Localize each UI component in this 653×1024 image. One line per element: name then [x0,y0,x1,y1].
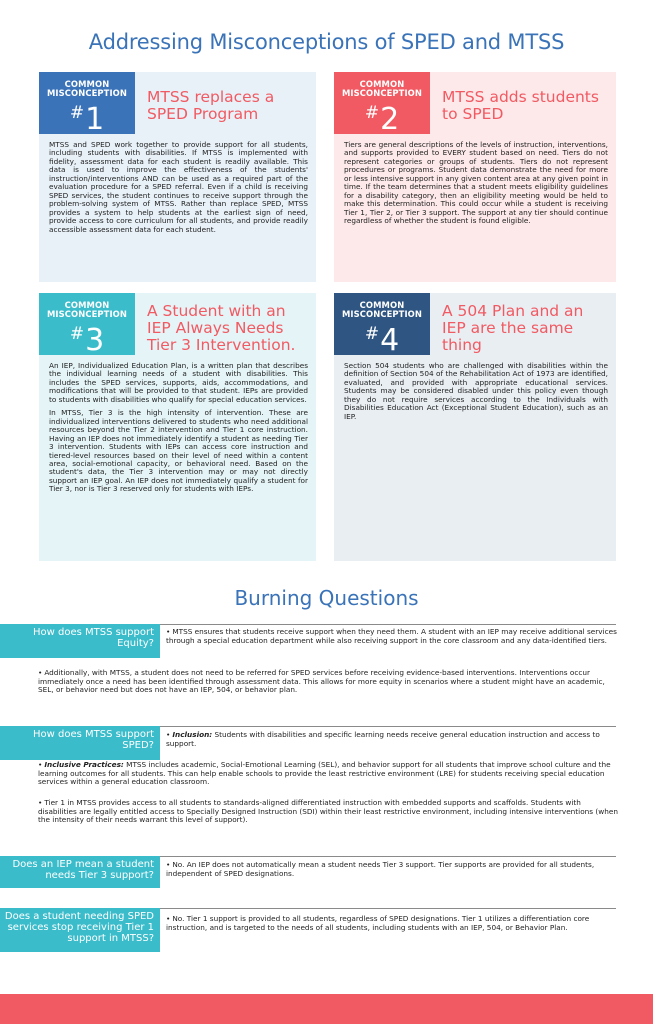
answer-text: • Inclusive Practices: MTSS includes academic, Social-Emotional Learning (SEL), and behavior support for all students that improve school culture and the learning outcomes for all students. This can help enable schools to provide the least restrictive environment (LRE) for students receiving special education services within a general education classroom. [38,760,611,787]
answer-text: • No. An IEP does not automatically mean a student needs Tier 3 support. Tier supports are provided for all students, independent of SPED designations. [166,860,595,878]
misconception-card-1 [39,72,316,282]
misconception-badge [39,293,135,358]
footer-bar [0,994,653,1024]
card-title: MTSS replaces a SPED Program [147,88,275,123]
card-paragraph: An IEP, Individualized Education Plan, is a written plan that describes the individual learning needs of a student with disabilities. This includes the SPED services, supports, aids, accommodations, and modifications that will be provided to that student. IEPs are provided to students with disabilities who qualify for special education services. [49,361,308,404]
badge-label: COMMON MISCONCEPTION [341,300,423,319]
badge-label: COMMON MISCONCEPTION [46,300,128,319]
divider [160,856,616,857]
question-label: How does MTSS support SPED? [0,726,160,760]
answer-text: • Additionally, with MTSS, a student does not need to be referred for SPED services before receiving evidence-based interventions. Interventions occur immediately once a need has been identified through assessment data. This allows for more equity in scenarios where a student might have an academic, SEL, or behavior need but does not have an IEP, 504, or behavior plan. [38,668,605,695]
card-paragraph: MTSS and SPED work together to provide support for all students, including students with disabilities. If MTSS is implemented with fidelity, assessment data for each student is readily available. This data is used to improve the effectiveness of the students' instruction/interventions AND can be used as a required part of the evaluation procedure for a SPED referral. Even if a child is receiving SPED services, the student continues to receive support through the problem-solving system of MTSS. Rather than replace SPED, MTSS provides a system to help students at the earliest sign of need, provide access to core curriculum for all students, and provide readily accessible assessment data for each student. [49,140,308,234]
misconception-badge [334,72,430,137]
page-title: Addressing Misconceptions of SPED and MTSS [88,30,565,54]
card-paragraph: In MTSS, Tier 3 is the high intensity of intervention. These are individualized interventions delivered to students who need additional resources beyond the Tier 2 intervention and Tier 1 core instruction. Having an IEP does not immediately identify a student as needing Tier 3 intervention. Students with IEPs can access core instruction and tiered-level resources based on their level of need within a content area, social-emotional capacity, or behavioral need. Based on the student's data, the Tier 3 intervention may or may not directly support an IEP goal. An IEP does not immediately qualify a student for Tier 3, nor is Tier 3 reserved only for students with IEPs. [49,408,308,494]
card-body [49,362,308,494]
card-body [344,141,608,226]
misconception-card-3 [39,293,316,561]
divider [160,726,616,727]
section-title: Burning Questions [234,586,419,610]
misconception-badge [39,72,135,137]
badge-label: COMMON MISCONCEPTION [46,79,128,98]
misconception-badge [334,293,430,358]
badge-label: COMMON MISCONCEPTION [341,79,423,98]
card-title: A 504 Plan and an IEP are the same thing [442,302,584,354]
question-label: Does an IEP mean a student needs Tier 3 support? [0,856,160,888]
badge-number: #3 [69,323,105,358]
card-body [344,362,608,421]
card-paragraph: Section 504 students who are challenged with disabilities within the definition of Section 504 of the Rehabilitation Act of 1973 are identified, evaluated, and provided with appropriate educational services. Students may be considered disabled under this policy even though they do not require services according to the Individuals with Disabilities Education Act (Exceptional Student Education), such as an IEP. [344,361,608,421]
card-paragraph: Tiers are general descriptions of the levels of instruction, interventions, and supports provided to EVERY student based on need. Tiers do not represent categories or groups of students. Tiers do not represent procedures or programs. Student data demonstrate the need for more or less intensive support in any given content area at any given point in time. If the team determines that a student meets eligibility guidelines for a disability category, then an eligibility meeting would be held to make this determination. This could occur while a student is receiving Tier 1, Tier 2, or Tier 3 support. The support at any tier should continue regardless of whether the student is found eligible. [344,140,608,226]
card-body [49,141,308,234]
badge-number: #2 [364,102,400,137]
answer-text: • Tier 1 in MTSS provides access to all students to standards-aligned differentiated instruction with embedded supports and scaffolds. Students with disabilities are legally entitled access to Specially Designed Instruction (SDI) within their least restrictive environment, including intensive interventions (when the intensity of their needs warrant this level of support). [38,798,618,825]
divider [160,624,616,625]
misconception-card-4 [334,293,616,561]
answer-text: • MTSS ensures that students receive support when they need them. A student with an IEP may receive additional services through a special education department while also receiving support in the core classroom and any data-identified tiers. [166,627,617,645]
divider [160,908,616,909]
badge-number: #1 [69,102,105,137]
question-label: How does MTSS support Equity? [0,624,160,658]
answer-text: • No. Tier 1 support is provided to all students, regardless of SPED designations. Tier 1 utilizes a differentiation core instruction, and is targeted to the needs of all students, including students with an IEP, 504, or Behavior Plan. [166,914,590,932]
question-label: Does a student needing SPED services stop receiving Tier 1 support in MTSS? [0,908,160,952]
card-title: A Student with an IEP Always Needs Tier 3 Intervention. [147,302,296,354]
answer-text: • Inclusion: Students with disabilities and specific learning needs receive general education instruction and access to support. [166,730,600,748]
card-title: MTSS adds students to SPED [442,88,599,123]
badge-number: #4 [364,323,400,358]
misconception-card-2 [334,72,616,282]
